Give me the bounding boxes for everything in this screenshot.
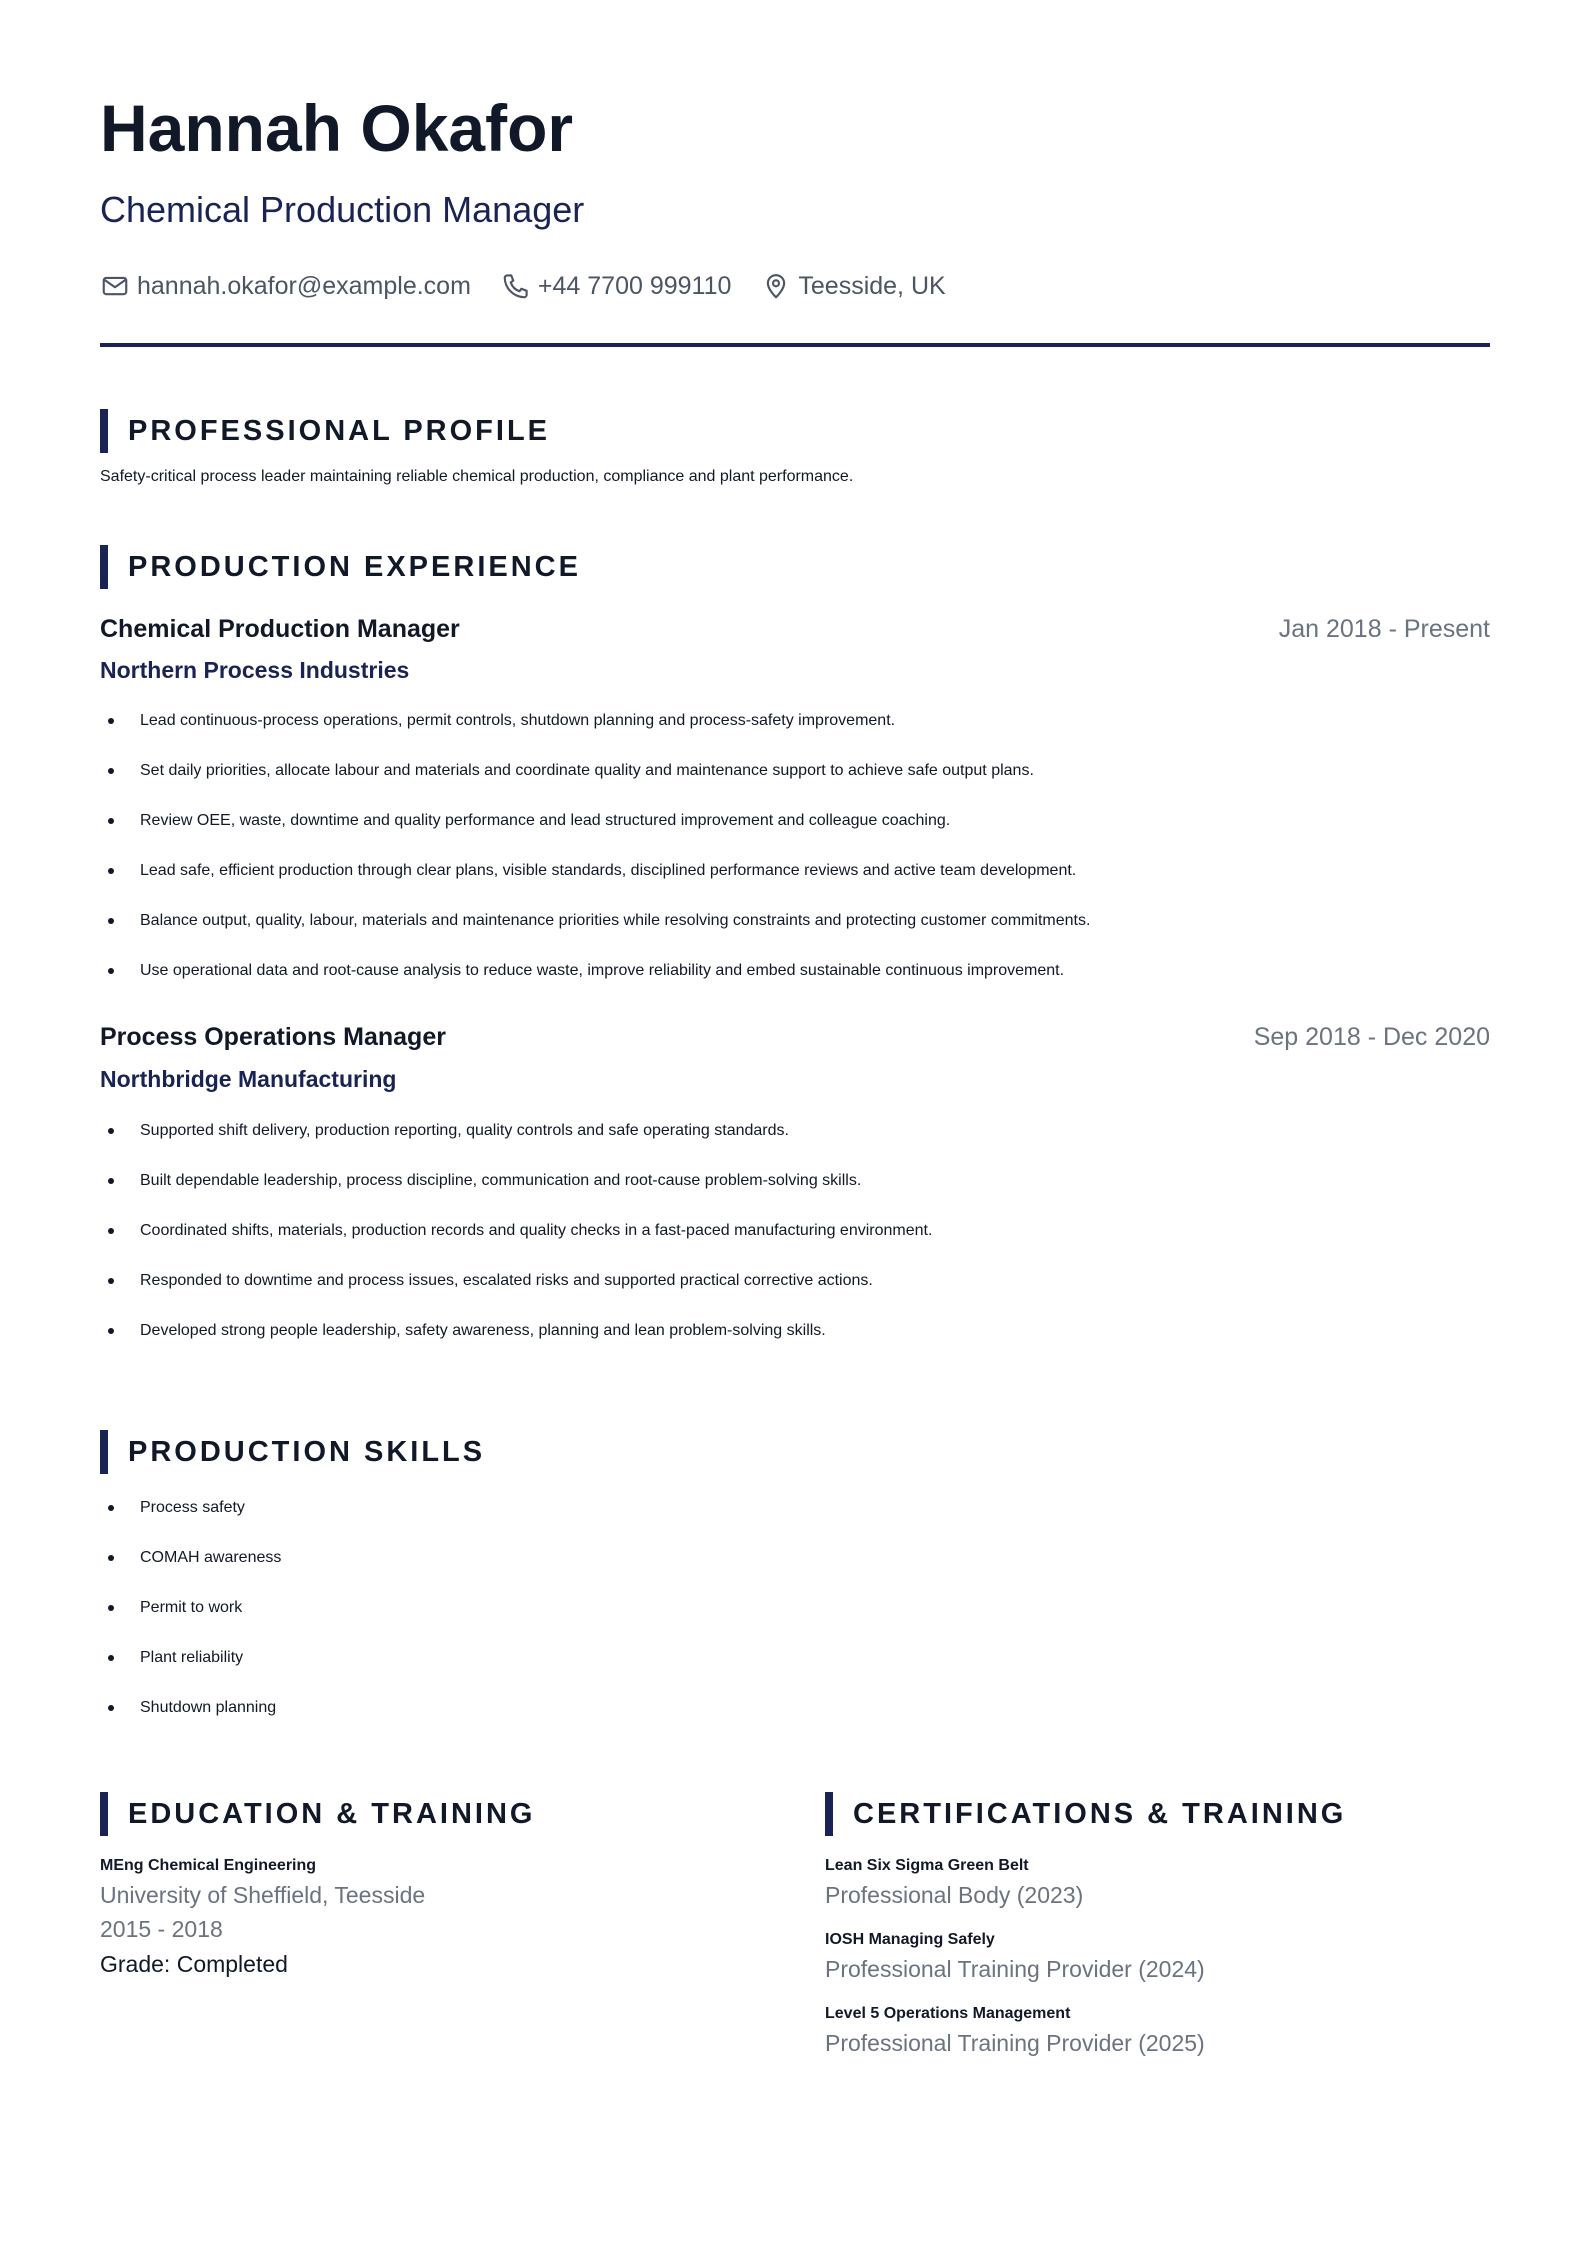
job-title: Chemical Production Manager <box>100 615 460 643</box>
section-heading-profile <box>100 409 550 453</box>
contact-phone[interactable] <box>501 271 731 301</box>
contact-row <box>100 268 976 304</box>
section-heading-experience <box>100 545 581 589</box>
certification-name: IOSH Managing Safely <box>825 1931 995 1948</box>
job-dates: Jan 2018 - Present <box>1278 615 1490 643</box>
job-company: Northern Process Industries <box>100 657 410 683</box>
job-title: Process Operations Manager <box>100 1023 446 1051</box>
location-pin-icon <box>761 271 791 301</box>
certification-name: Lean Six Sigma Green Belt <box>825 1857 1029 1874</box>
list-item: Developed strong people leadership, safety awareness, planning and lean problem-solving skills. <box>100 1320 932 1370</box>
list-item: COMAH awareness <box>100 1547 281 1597</box>
section-title: PROFESSIONAL PROFILE <box>128 414 551 447</box>
section-accent-bar <box>825 1792 833 1836</box>
profile-summary: Safety-critical process leader maintaining reliable chemical production, compliance and plant performance. <box>100 468 854 485</box>
email-text: hannah.okafor@example.com <box>137 271 471 300</box>
certification-issuer: Professional Training Provider (2024) <box>825 1956 1205 1982</box>
section-heading-certifications <box>825 1792 1346 1836</box>
section-title: EDUCATION & TRAINING <box>128 1797 536 1830</box>
job-bullets <box>100 1120 932 1370</box>
certification-issuer: Professional Training Provider (2025) <box>825 2030 1205 2056</box>
list-item: Plant reliability <box>100 1647 281 1697</box>
job-company: Northbridge Manufacturing <box>100 1066 397 1092</box>
job-bullets <box>100 710 1090 1010</box>
section-heading-education <box>100 1792 535 1836</box>
education-degree: MEng Chemical Engineering <box>100 1857 317 1874</box>
list-item: Process safety <box>100 1497 281 1547</box>
header-divider <box>100 343 1490 347</box>
list-item: Responded to downtime and process issues, escalated risks and supported practical corrective actions. <box>100 1270 932 1320</box>
list-item: Balance output, quality, labour, materials and maintenance priorities while resolving constraints and protecting customer commitments. <box>100 910 1090 960</box>
contact-email[interactable] <box>100 271 471 301</box>
list-item: Lead safe, efficient production through clear plans, visible standards, disciplined performance reviews and active team development. <box>100 860 1090 910</box>
mail-icon <box>100 271 130 301</box>
education-institution: University of Sheffield, Teesside <box>100 1882 426 1908</box>
phone-icon <box>501 271 531 301</box>
education-years: 2015 - 2018 <box>100 1916 223 1942</box>
list-item: Review OEE, waste, downtime and quality performance and lead structured improvement and colleague coaching. <box>100 810 1090 860</box>
candidate-name: Hannah Okafor <box>100 91 574 165</box>
section-accent-bar <box>100 409 108 453</box>
certification-issuer: Professional Body (2023) <box>825 1882 1084 1908</box>
section-title: PRODUCTION EXPERIENCE <box>128 550 581 583</box>
list-item: Coordinated shifts, materials, production records and quality checks in a fast-paced manufacturing environment. <box>100 1220 932 1270</box>
contact-location <box>761 271 945 301</box>
section-accent-bar <box>100 1792 108 1836</box>
section-title: CERTIFICATIONS & TRAINING <box>853 1797 1347 1830</box>
list-item: Set daily priorities, allocate labour and materials and coordinate quality and maintenance support to achieve safe output plans. <box>100 760 1090 810</box>
education-grade: Grade: Completed <box>100 1951 288 1977</box>
section-heading-skills <box>100 1430 485 1474</box>
certification-name: Level 5 Operations Management <box>825 2005 1071 2022</box>
list-item: Use operational data and root-cause analysis to reduce waste, improve reliability and embed sustainable continuous improvement. <box>100 960 1090 1010</box>
list-item: Lead continuous-process operations, permit controls, shutdown planning and process-safety improvement. <box>100 710 1090 760</box>
candidate-role: Chemical Production Manager <box>100 189 585 230</box>
skills-list <box>100 1497 281 1747</box>
list-item: Built dependable leadership, process discipline, communication and root-cause problem-solving skills. <box>100 1170 932 1220</box>
list-item: Supported shift delivery, production reporting, quality controls and safe operating standards. <box>100 1120 932 1170</box>
list-item: Shutdown planning <box>100 1697 281 1747</box>
list-item: Permit to work <box>100 1597 281 1647</box>
section-accent-bar <box>100 545 108 589</box>
phone-text: +44 7700 999110 <box>537 271 732 300</box>
job-dates: Sep 2018 - Dec 2020 <box>1253 1023 1490 1051</box>
location-text: Teesside, UK <box>798 271 946 300</box>
section-title: PRODUCTION SKILLS <box>128 1435 486 1468</box>
section-accent-bar <box>100 1430 108 1474</box>
